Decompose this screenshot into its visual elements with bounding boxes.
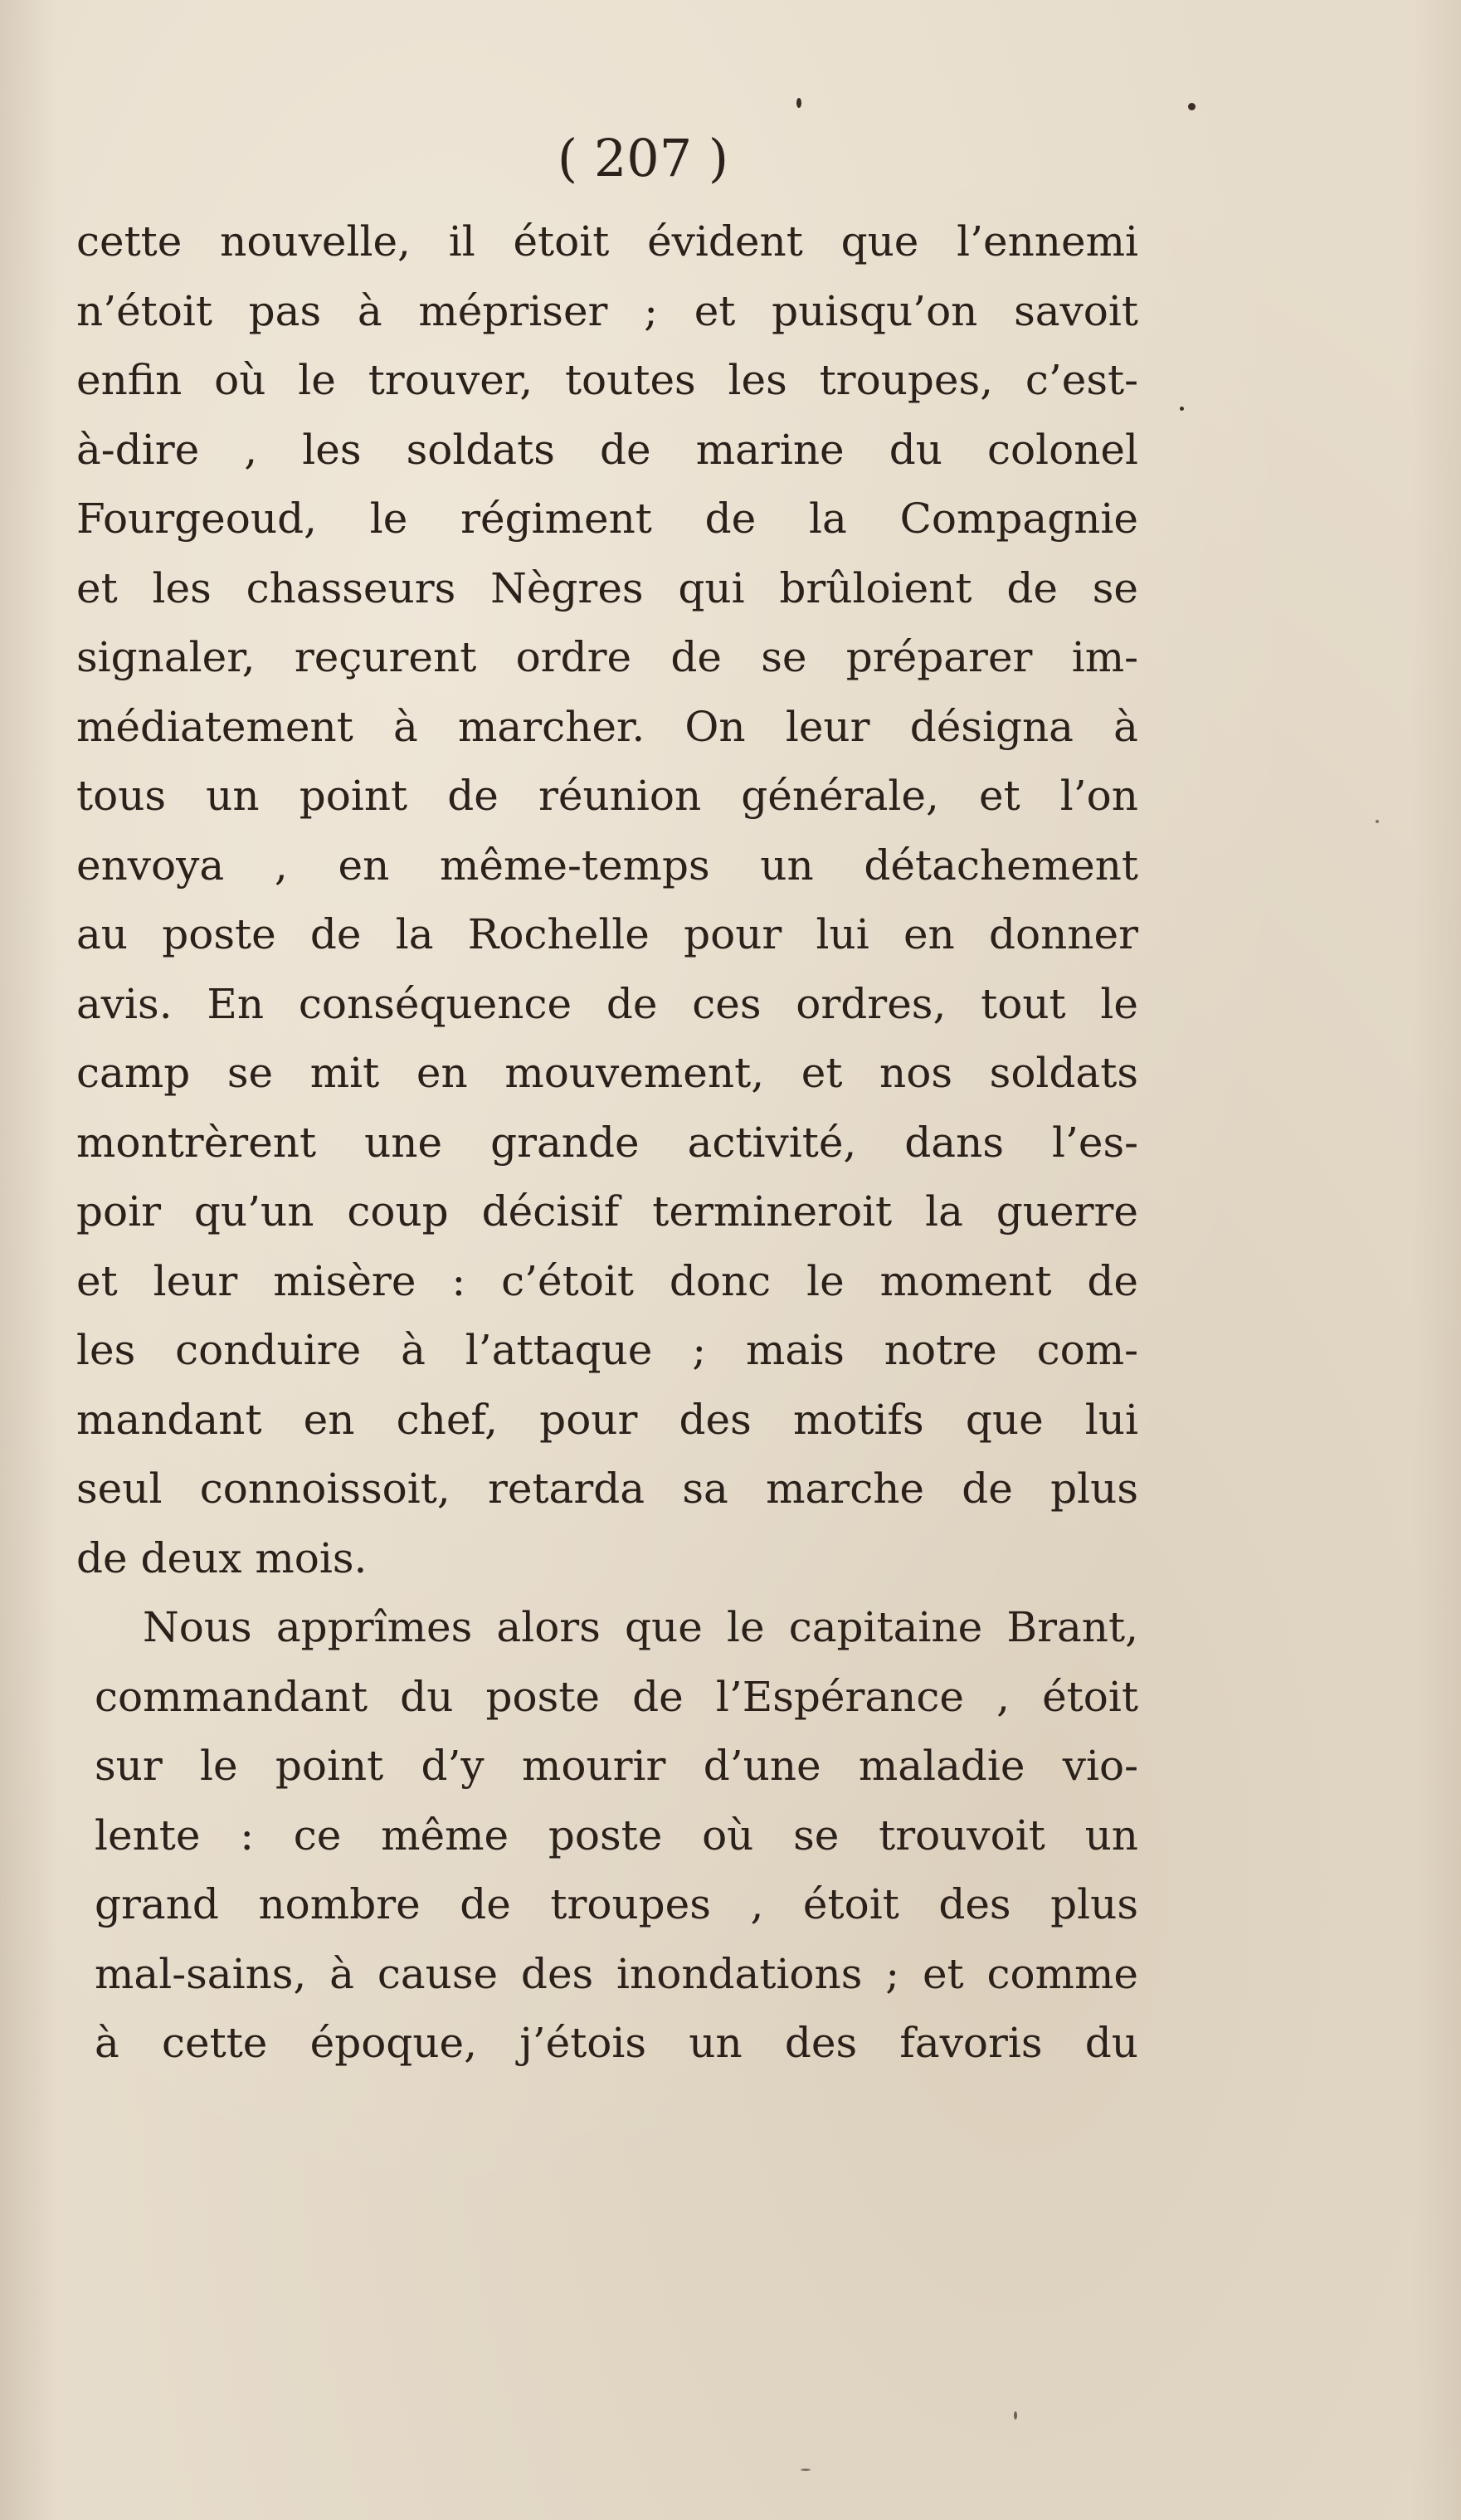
text-line: lente : ce même poste où se trouvoit un [95,1811,1138,1860]
text-line: Nous apprîmes alors que le capitaine Brant, [143,1603,1138,1651]
paper-speck [796,98,801,108]
text-line: montrèrent une grande activité, dans l’es- [76,1118,1138,1167]
text-line: à cette époque, j’étois un des favoris du [95,2019,1138,2067]
paper-speck [1376,820,1379,823]
text-line: seul connoissoit, retarda sa marche de plus [76,1465,1138,1513]
text-line: grand nombre de troupes , étoit des plus [95,1880,1138,1928]
paper-speck [1188,103,1196,110]
text-line: enfin où le trouver, toutes les troupes, c’est- [76,356,1138,404]
page-number: ( 207 ) [557,128,729,188]
text-line: cette nouvelle, il étoit évident que l’ennemi [76,217,1138,266]
text-line: médiatement à marcher. On leur désigna à [76,702,1138,751]
text-line: sur le point d’y mourir d’une maladie vio- [95,1742,1138,1790]
text-line: et les chasseurs Nègres qui brûloient de se [76,563,1138,612]
text-line: avis. En conséquence de ces ordres, tout le [76,979,1138,1028]
paper-speck [1014,2411,1017,2420]
text-line: tous un point de réunion générale, et l’on [76,772,1138,820]
text-line: commandant du poste de l’Espérance , étoit [95,1672,1138,1721]
body-text [76,207,1138,2079]
paragraph-1 [76,207,1138,1593]
text-line: envoya , en même-temps un détachement [76,841,1138,890]
text-line: et leur misère : c’étoit donc le moment de [76,1256,1138,1305]
text-line: au poste de la Rochelle pour lui en donner [76,910,1138,958]
paragraph-2 [76,1593,1138,2079]
text-line: mandant en chef, pour des motifs que lui [76,1395,1138,1444]
text-line: mal-sains, à cause des inondations ; et comme [95,1949,1138,1998]
text-line: n’étoit pas à mépriser ; et puisqu’on savoit [76,286,1138,335]
paper-speck [801,2469,811,2471]
paper-speck [1180,407,1184,411]
text-line: les conduire à l’attaque ; mais notre com- [76,1326,1138,1374]
text-line: camp se mit en mouvement, et nos soldats [76,1049,1138,1097]
text-line: Fourgeoud, le régiment de la Compagnie [76,495,1138,543]
text-line: de deux mois. [76,1533,368,1582]
text-line: signaler, reçurent ordre de se préparer im- [76,633,1138,681]
text-line: poir qu’un coup décisif termineroit la guerre [76,1187,1138,1236]
text-line: à-dire , les soldats de marine du colonel [76,425,1138,474]
